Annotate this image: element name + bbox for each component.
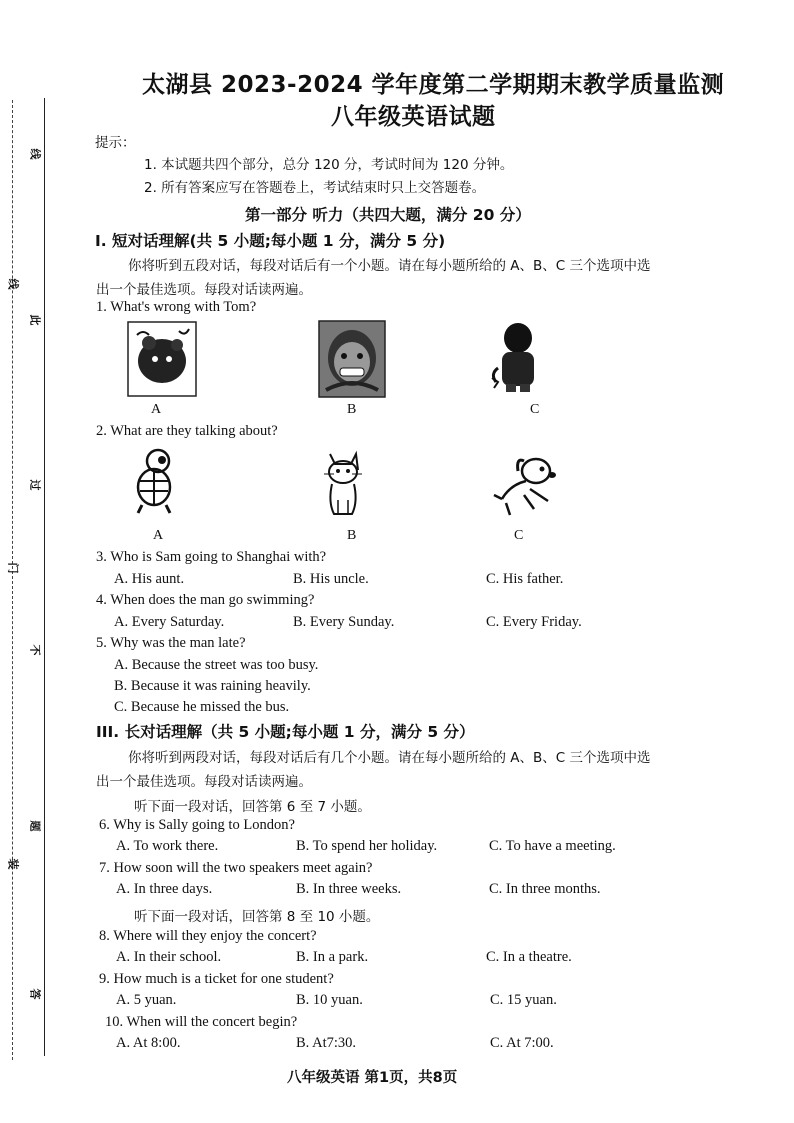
cat-picture — [322, 450, 364, 518]
margin-char: 门 — [6, 562, 20, 574]
answer-option: C. At 7:00. — [490, 1035, 554, 1051]
section-instruction: 你将听到两段对话，每段对话后有几个小题。请在每小题所给的 A、B、C 三个选项中选 — [128, 750, 651, 766]
answer-option: B. To spend her holiday. — [296, 838, 438, 854]
exam-subtitle: 八年级英语试题 — [331, 104, 496, 130]
answer-option: C. Because he missed the bus. — [114, 699, 290, 715]
option-label: A — [153, 528, 164, 543]
answer-option: B. 10 yuan. — [296, 992, 363, 1008]
answer-option: A. Because the street was too busy. — [114, 657, 319, 673]
answer-option: C. To have a meeting. — [489, 838, 616, 854]
answer-option: B. Every Sunday. — [293, 614, 395, 630]
note-item: 2. 所有答案应写在答题卷上，考试结束时只上交答题卷。 — [144, 180, 486, 196]
answer-option: A. In three days. — [116, 881, 213, 897]
margin-char: 线 — [6, 278, 20, 290]
toothache-boy-picture — [318, 320, 386, 398]
exam-title: 太湖县 2023-2024 学年度第二学期期末教学质量监测 — [142, 72, 725, 98]
answer-option: A. In their school. — [116, 949, 222, 965]
part-heading: 第一部分 听力（共四大题，满分 20 分） — [245, 206, 531, 224]
answer-option: A. His aunt. — [114, 571, 185, 587]
answer-option: C. In three months. — [489, 881, 601, 897]
question-text: 9. How much is a ticket for one student? — [99, 971, 334, 987]
answer-option: C. 15 yuan. — [490, 992, 557, 1008]
question-text: 4. When does the man go swimming? — [96, 592, 315, 608]
dialog-note: 听下面一段对话，回答第 6 至 7 小题。 — [134, 799, 371, 815]
cold-boy-picture — [488, 320, 544, 394]
question-text: 8. Where will they enjoy the concert? — [99, 928, 317, 944]
section-heading: I. 短对话理解(共 5 小题;每小题 1 分，满分 5 分) — [95, 232, 446, 250]
question-text: 2. What are they talking about? — [96, 423, 278, 439]
answer-option: B. His uncle. — [293, 571, 369, 587]
page-footer: 八年级英语 第1页，共8页 — [287, 1070, 458, 1086]
section-instruction: 你将听到五段对话，每段对话后有一个小题。请在每小题所给的 A、B、C 三个选项中选 — [128, 258, 651, 274]
option-label: B — [347, 402, 357, 417]
answer-option: A. Every Saturday. — [114, 614, 225, 630]
question-text: 1. What's wrong with Tom? — [96, 299, 257, 315]
question-text: 6. Why is Sally going to London? — [99, 817, 295, 833]
answer-option: C. Every Friday. — [486, 614, 582, 630]
margin-char: 过 — [28, 479, 42, 491]
margin-char: 题 — [28, 820, 42, 832]
binding-dashed-line — [12, 100, 13, 1060]
option-label: A — [151, 402, 162, 417]
question-text: 7. How soon will the two speakers meet again? — [99, 860, 373, 876]
note-item: 1. 本试题共四个部分，总分 120 分，考试时间为 120 分钟。 — [144, 157, 514, 173]
dialog-note: 听下面一段对话，回答第 8 至 10 小题。 — [134, 909, 380, 925]
section-heading: III. 长对话理解（共 5 小题;每小题 1 分，满分 5 分） — [96, 723, 475, 741]
margin-char: 不 — [28, 644, 42, 656]
margin-char: 答 — [28, 988, 42, 1000]
sick-boy-picture — [127, 321, 197, 397]
binding-solid-line — [44, 98, 45, 1056]
section-instruction: 出一个最佳选项。每段对话读两遍。 — [96, 774, 312, 790]
answer-option: B. In three weeks. — [296, 881, 402, 897]
section-instruction: 出一个最佳选项。每段对话读两遍。 — [96, 282, 312, 298]
question-text: 5. Why was the man late? — [96, 635, 246, 651]
answer-option: C. In a theatre. — [486, 949, 572, 965]
margin-char: 线 — [28, 148, 42, 160]
answer-option: A. To work there. — [116, 838, 219, 854]
answer-option: C. His father. — [486, 571, 564, 587]
option-label: C — [530, 402, 540, 417]
answer-option: B. In a park. — [296, 949, 369, 965]
question-text: 10. When will the concert begin? — [105, 1014, 298, 1030]
turtle-picture — [128, 447, 180, 515]
answer-option: A. 5 yuan. — [116, 992, 177, 1008]
answer-option: A. At 8:00. — [116, 1035, 181, 1051]
notes-label: 提示： — [95, 135, 136, 151]
question-text: 3. Who is Sam going to Shanghai with? — [96, 549, 327, 565]
answer-option: B. At7:30. — [296, 1035, 357, 1051]
margin-char: 装 — [6, 858, 20, 870]
margin-char: 此 — [28, 314, 42, 326]
answer-option: B. Because it was raining heavily. — [114, 678, 311, 694]
dog-picture — [490, 453, 562, 519]
option-label: B — [347, 528, 357, 543]
option-label: C — [514, 528, 524, 543]
